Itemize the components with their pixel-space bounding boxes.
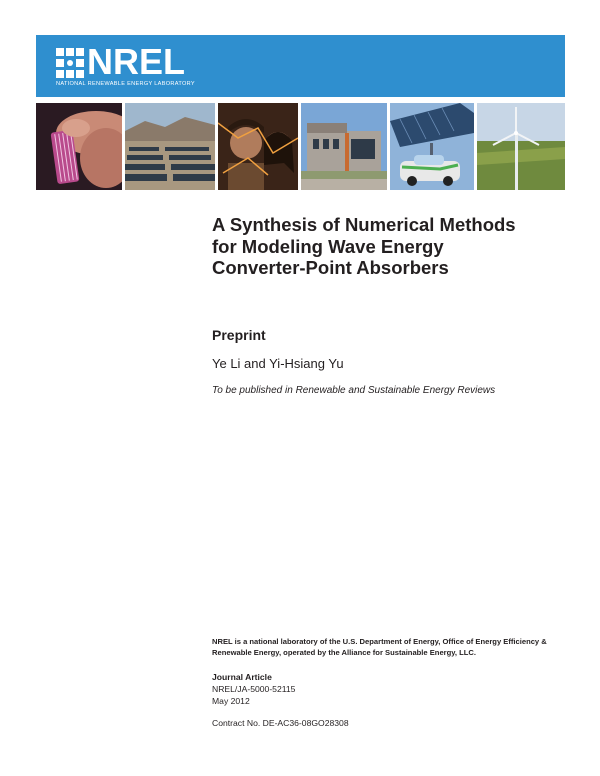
- nrel-logo-subtitle: NATIONAL RENEWABLE ENERGY LABORATORY: [56, 81, 195, 87]
- photo-building: [301, 103, 387, 190]
- document-type: Journal Article: [212, 672, 272, 682]
- document-subtitle: Preprint: [212, 327, 266, 343]
- photo-solar-carport-car: [390, 103, 474, 190]
- document-date: May 2012: [212, 696, 250, 706]
- photo-wind-turbine: [477, 103, 565, 190]
- nrel-header-banner: [36, 35, 565, 97]
- photo-solar-array-field: [125, 103, 215, 190]
- document-number: NREL/JA-5000-52115: [212, 684, 296, 694]
- nrel-logo-text: NREL: [87, 41, 185, 82]
- nrel-logo-icon: [56, 48, 84, 78]
- document-authors: Ye Li and Yi-Hsiang Yu: [212, 356, 344, 371]
- publication-note: To be published in Renewable and Sustainable Energy Reviews: [212, 385, 496, 396]
- nrel-statement: NREL is a national laboratory of the U.S. Department of Energy, Office of Energy Efficiency & Renewable Energy, operated by the Alliance for Sustainable Energy, LLC.: [212, 637, 547, 657]
- photo-solar-cell-hand: [36, 103, 122, 190]
- document-title: A Synthesis of Numerical Methods for Modeling Wave Energy Converter-Point Absorbers: [212, 214, 516, 278]
- contract-number: Contract No. DE-AC36-08GO28308: [212, 718, 349, 728]
- photo-researchers: [218, 103, 298, 190]
